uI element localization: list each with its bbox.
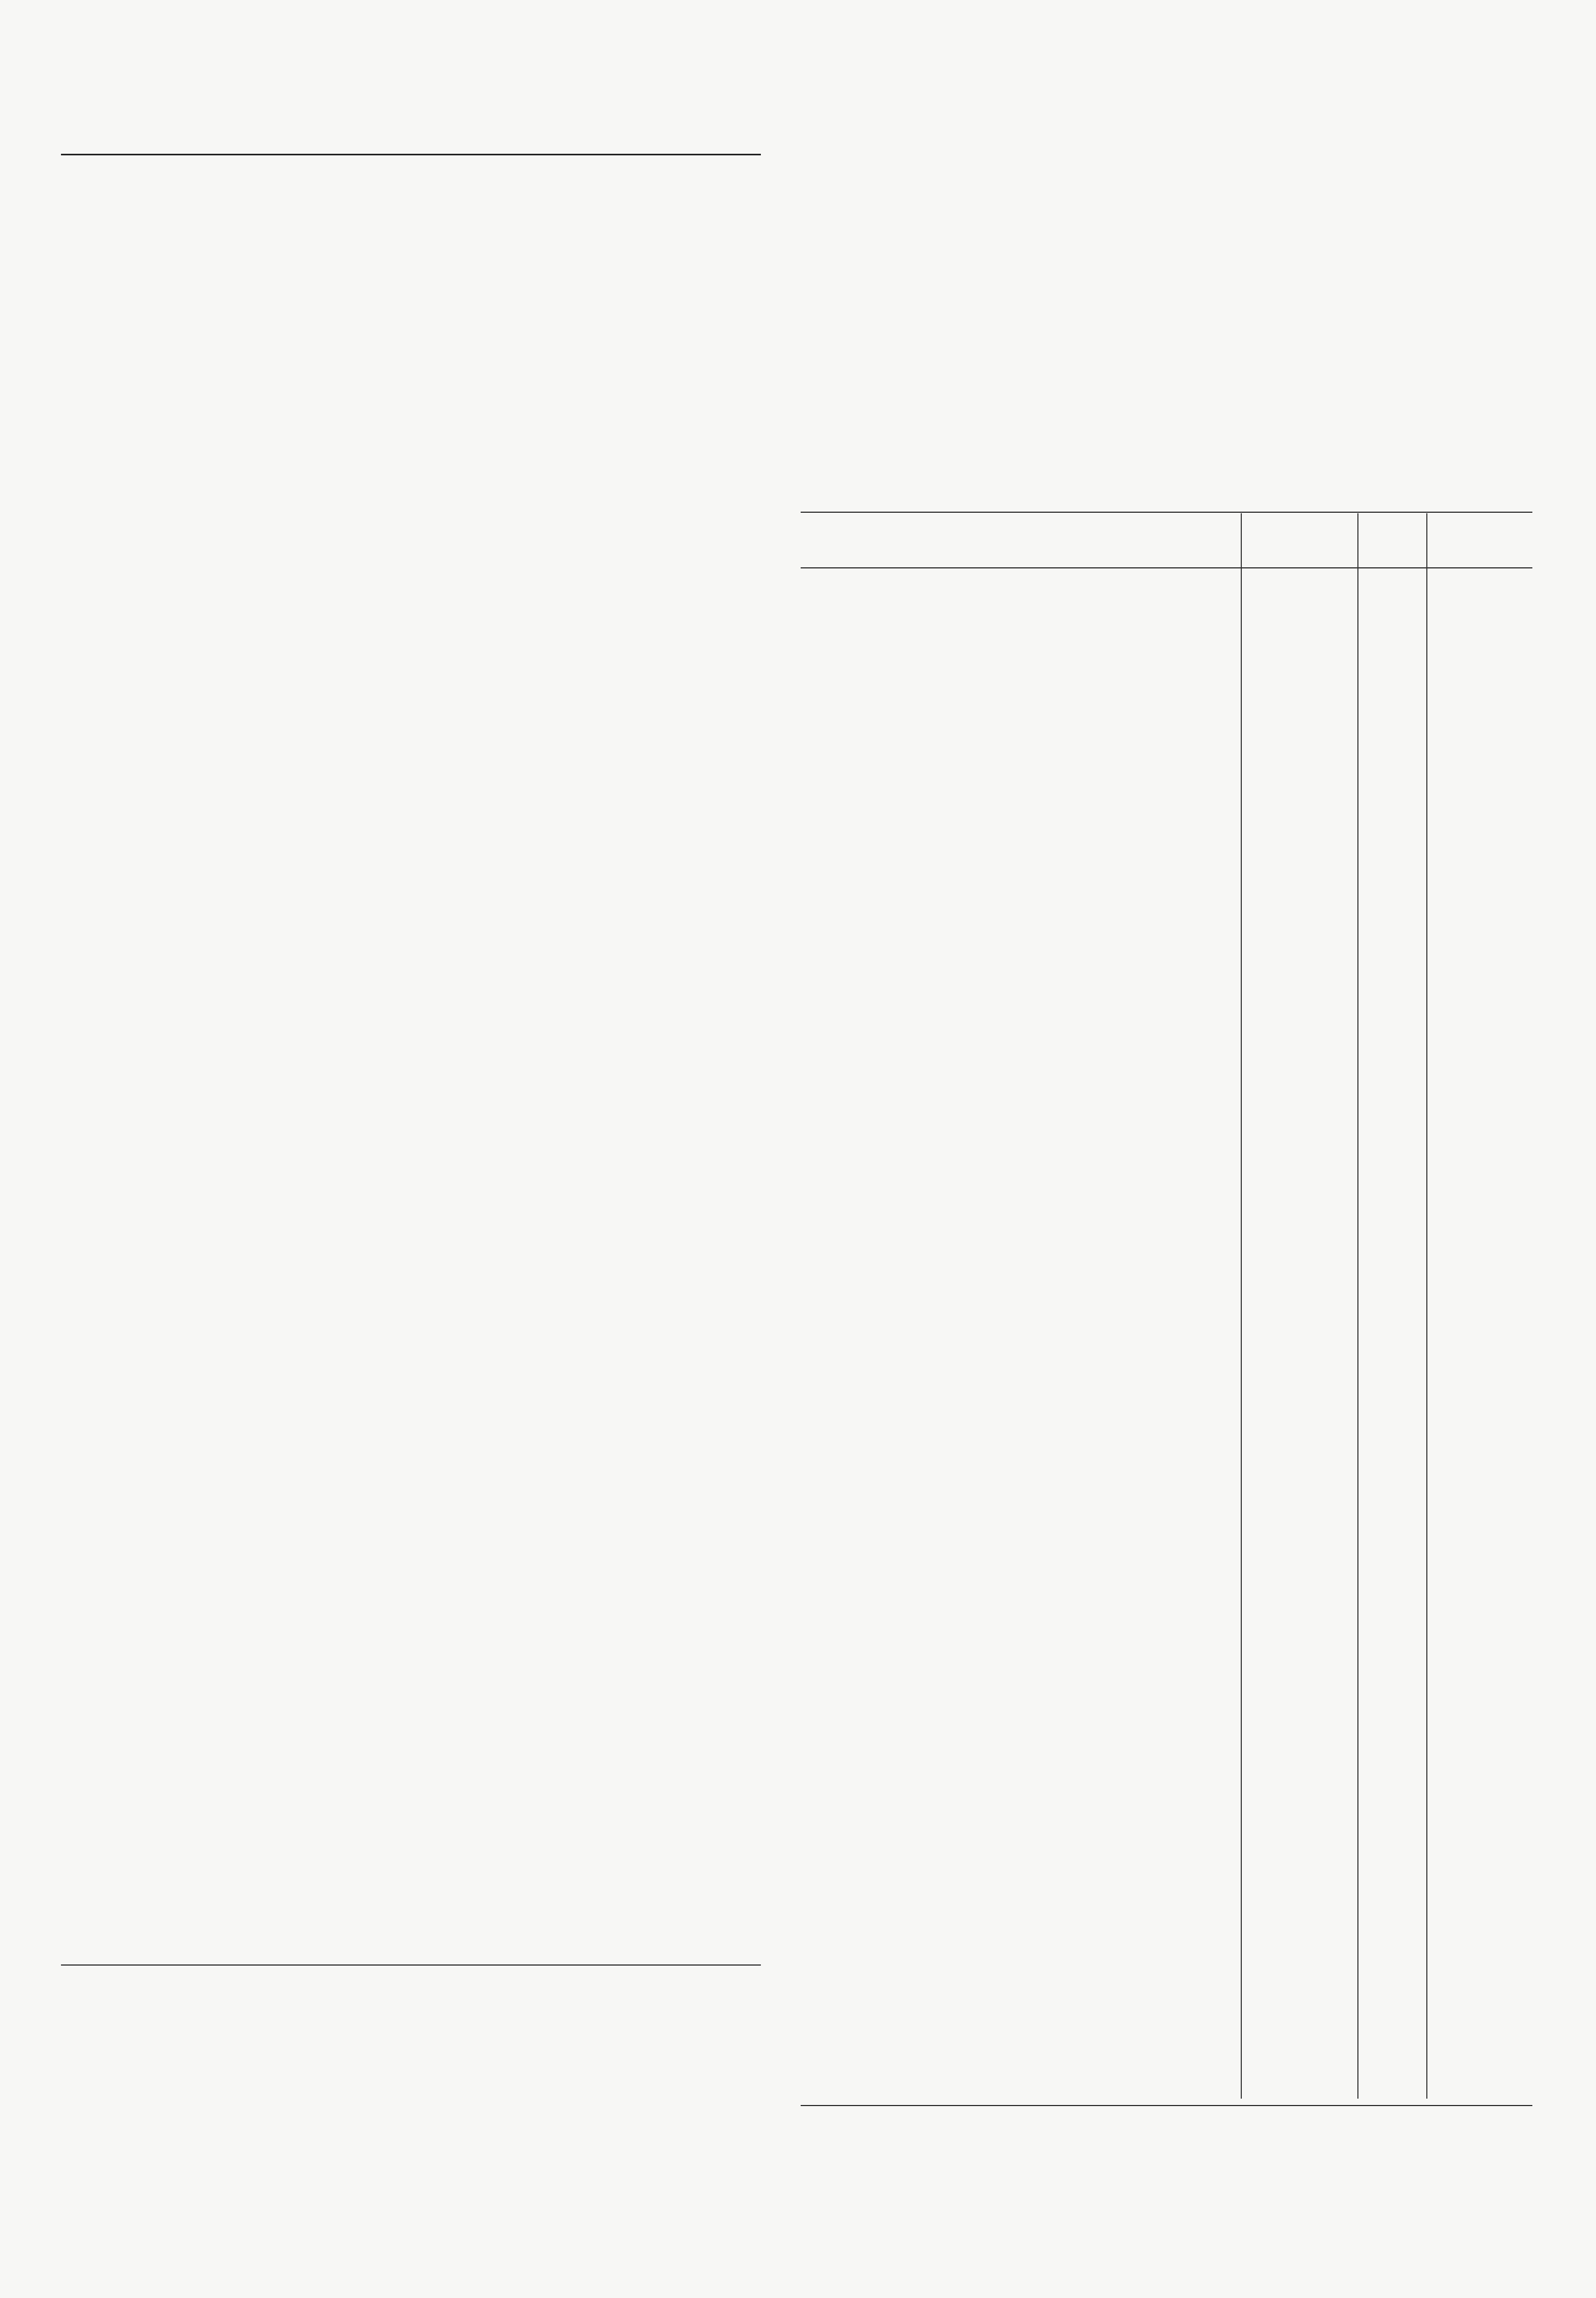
- divider-par: [1357, 513, 1358, 2099]
- stocks-header-rule: [801, 567, 1532, 568]
- divider-price: [1426, 513, 1427, 2099]
- stocks-bottom-rule: [801, 2105, 1532, 2106]
- stocks-top-rule: [801, 512, 1532, 513]
- page-header: [0, 50, 1596, 87]
- left-top-rule: [61, 154, 761, 155]
- imperial-rule: [61, 1964, 761, 1966]
- divider-shares: [1241, 513, 1242, 2099]
